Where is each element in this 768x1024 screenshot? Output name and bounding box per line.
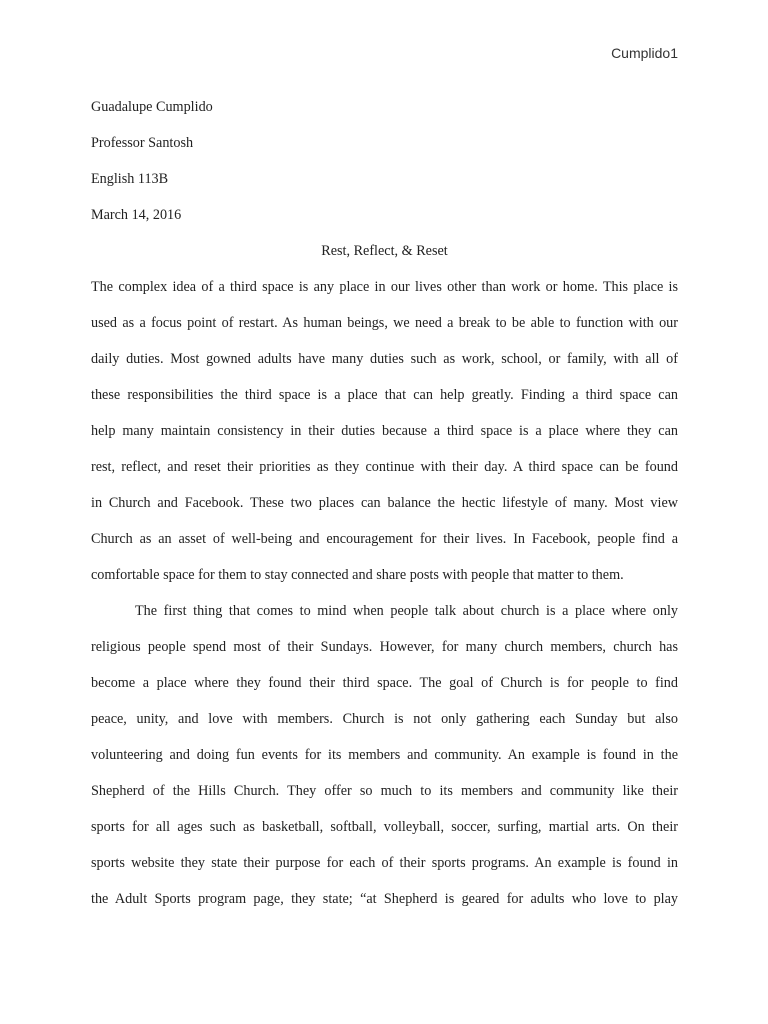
paragraph-line: The complex idea of a third space is any place in our lives other than work or home. This place is xyxy=(91,279,678,295)
paragraph-line: volunteering and doing fun events for its members and community. An example is found in the xyxy=(91,747,678,763)
paragraph-line: The first thing that comes to mind when people talk about church is a place where only xyxy=(135,603,678,619)
professor-name: Professor Santosh xyxy=(91,135,194,151)
paragraph-line: in Church and Facebook. These two places can balance the hectic lifestyle of many. Most view xyxy=(91,495,678,511)
essay-date: March 14, 2016 xyxy=(91,207,182,223)
paragraph-line: become a place where they found their third space. The goal of Church is for people to find xyxy=(91,675,678,691)
paragraph-line: Shepherd of the Hills Church. They offer so much to its members and community like their xyxy=(91,783,678,799)
paragraph-line: Church as an asset of well-being and encouragement for their lives. In Facebook, people find a xyxy=(91,531,678,547)
paragraph-line: these responsibilities the third space is a place that can help greatly. Finding a third space can xyxy=(91,387,678,403)
course-name: English 113B xyxy=(91,171,169,187)
paragraph-line: peace, unity, and love with members. Church is not only gathering each Sunday but also xyxy=(91,711,678,727)
document-body xyxy=(91,89,678,917)
running-header: Cumplido1 xyxy=(611,45,678,61)
paragraph-line: sports website they state their purpose for each of their sports programs. An example is found in xyxy=(91,855,678,871)
paragraph-line: daily duties. Most gowned adults have many duties such as work, school, or family, with all of xyxy=(91,351,678,367)
paragraph-2 xyxy=(91,593,678,917)
paragraph-line: sports for all ages such as basketball, softball, volleyball, soccer, surfing, martial arts. On their xyxy=(91,819,678,835)
paragraph-line: rest, reflect, and reset their priorities as they continue with their day. A third space can be found xyxy=(91,459,678,475)
essay-title: Rest, Reflect, & Reset xyxy=(321,243,448,259)
paragraph-1 xyxy=(91,269,678,593)
student-name: Guadalupe Cumplido xyxy=(91,99,213,115)
paragraph-line: comfortable space for them to stay connected and share posts with people that matter to them. xyxy=(91,567,624,583)
paragraph-line: the Adult Sports program page, they state; “at Shepherd is geared for adults who love to play xyxy=(91,891,678,907)
paragraph-line: used as a focus point of restart. As human beings, we need a break to be able to function with our xyxy=(91,315,678,331)
paragraph-line: religious people spend most of their Sundays. However, for many church members, church has xyxy=(91,639,678,655)
paragraph-line: help many maintain consistency in their duties because a third space is a place where they can xyxy=(91,423,678,439)
